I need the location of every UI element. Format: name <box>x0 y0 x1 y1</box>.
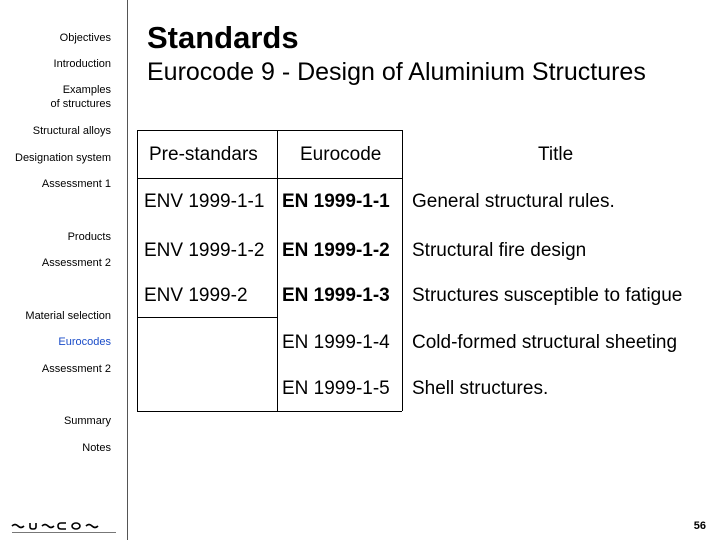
table-divider-1 <box>277 130 278 411</box>
cell-title: Structural fire design <box>412 240 587 261</box>
cell-code: EN 1999-1-4 <box>282 332 390 353</box>
table-divider-2 <box>402 130 403 411</box>
cell-code: EN 1999-1-5 <box>282 378 390 399</box>
slide-subtitle: Eurocode 9 - Design of Aluminium Structures <box>147 58 646 86</box>
header-title: Title <box>538 144 574 165</box>
header-eurocode: Eurocode <box>300 144 382 165</box>
nav-examples-line2[interactable]: of structures <box>50 98 111 110</box>
cell-pre: ENV 1999-1-1 <box>144 191 265 212</box>
nav-introduction[interactable]: Introduction <box>53 58 111 70</box>
cell-title: Shell structures. <box>412 378 549 399</box>
nav-assessment-1[interactable]: Assessment 1 <box>41 178 111 190</box>
table-header-rule <box>137 178 402 179</box>
nav-assessment-2b[interactable]: Assessment 2 <box>41 363 111 375</box>
cell-title: General structural rules. <box>412 191 615 212</box>
cell-code: EN 1999-1-2 <box>282 240 390 261</box>
nav-assessment-2[interactable]: Assessment 2 <box>41 257 111 269</box>
sidebar-divider <box>127 0 128 540</box>
nav-summary[interactable]: Summary <box>63 415 111 427</box>
nav-products[interactable]: Products <box>67 231 111 243</box>
cell-pre: ENV 1999-2 <box>144 285 248 306</box>
page-number: 56 <box>693 520 706 532</box>
cell-title: Cold-formed structural sheeting <box>412 332 678 353</box>
nav-eurocodes[interactable]: Eurocodes <box>58 336 111 348</box>
nav-objectives[interactable]: Objectives <box>59 32 111 44</box>
table-border-bottom <box>137 411 402 412</box>
nav-structural-alloys[interactable]: Structural alloys <box>32 125 111 137</box>
cell-pre: ENV 1999-1-2 <box>144 240 265 261</box>
nav-notes[interactable]: Notes <box>82 442 111 454</box>
nav-examples[interactable]: Examples <box>62 84 111 96</box>
logo-icon <box>8 515 120 535</box>
table-border-left <box>137 130 138 411</box>
cell-code: EN 1999-1-3 <box>282 285 390 306</box>
table-pre-rule <box>137 317 277 318</box>
slide-title: Standards <box>147 20 299 55</box>
nav-designation-system[interactable]: Designation system <box>15 152 111 164</box>
nav-material-selection[interactable]: Material selection <box>25 310 111 322</box>
cell-title: Structures susceptible to fatigue <box>412 285 683 306</box>
header-pre-standards: Pre-standars <box>149 144 258 165</box>
table-border-top <box>137 130 402 131</box>
cell-code: EN 1999-1-1 <box>282 191 390 212</box>
